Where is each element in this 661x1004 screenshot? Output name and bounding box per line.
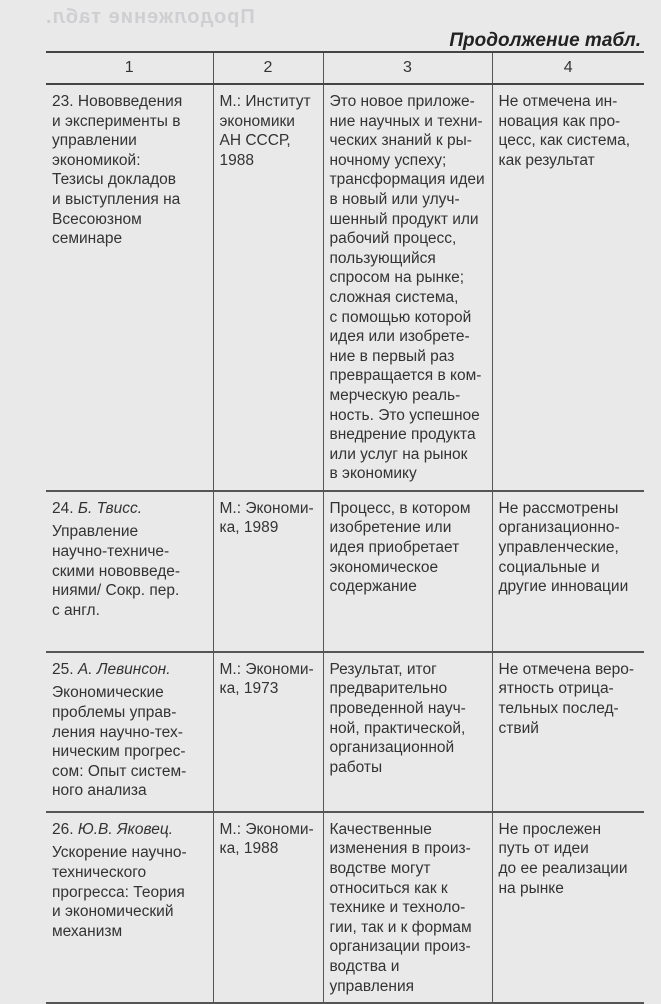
table-continuation-title: Продолжение табл.: [449, 30, 641, 51]
bleed-through-text: Продолжение табл.: [45, 6, 255, 28]
definition-cell: Процесс, в котором изобретение или идея приобретает экономическое содержание: [323, 491, 492, 652]
source-cell: [46, 652, 213, 812]
header-row: [46, 52, 644, 84]
publisher-cell: М.: Экономи- ка, 1989: [213, 491, 323, 652]
column-header-2: 2: [213, 52, 323, 84]
work-title: Ускорение научно- технического прогресса: Теория и экономический механизм: [52, 844, 187, 940]
work-title: Экономические проблемы управ- ления научно-тех- ническим прогрес- сом: Опыт систем- ного анализа: [52, 684, 187, 800]
source-cell: [46, 84, 213, 491]
entry-number: 25.: [52, 660, 74, 678]
column-header-1: 1: [46, 52, 213, 84]
entry-number: 24.: [52, 499, 74, 517]
author-name: Б. Твисс.: [77, 499, 143, 517]
remark-cell: Не прослежен путь от идеи до ее реализации на рынке: [492, 812, 644, 1003]
publisher-cell: М.: Экономи- ка, 1988: [213, 812, 323, 1003]
table-row: [46, 812, 644, 1003]
source-cell: [46, 812, 213, 1003]
column-header-3: 3: [323, 52, 492, 84]
publisher-cell: М.: Экономи- ка, 1973: [213, 652, 323, 812]
author-name: Ю.В. Яковец.: [77, 820, 174, 838]
entry-number: 23.: [52, 93, 74, 110]
column-header-4: 4: [492, 52, 644, 84]
entry-number: 26.: [52, 820, 74, 838]
definition-cell: Качественные изменения в произ- водстве могут относиться как к технике и техноло- гии, так и к формам организации произ- водства и управления: [323, 812, 492, 1003]
author-name: А. Левинсон.: [77, 660, 171, 678]
source-cell: [46, 491, 213, 652]
innovation-definitions-table: [46, 51, 644, 1004]
remark-cell: Не рассмотрены организационно- управленческие, социальные и другие инновации: [492, 491, 644, 652]
table-row: [46, 84, 644, 491]
table-row: [46, 652, 644, 812]
remark-cell: Не отмечена веро- ятность отрица- тельных послед- ствий: [492, 652, 644, 812]
work-title: Нововведения и эксперименты в управлении экономикой: Тезисы докладов и выступления на Всесоюзном семинаре: [52, 93, 183, 248]
publisher-cell: М.: Институт экономики АН СССР, 1988: [213, 84, 323, 491]
table-row: [46, 491, 644, 652]
work-title: Управление научно-техниче- скими нововведе- ниями/ Сокр. пер. с англ.: [52, 523, 181, 619]
definition-cell: Это новое приложе- ние научных и техни- ческих знаний к ры- ночному успеху; трансформация идеи в новый или улуч- шенный продукт или рабочий процесс, пользующийся спросом на рынке; сложная система, с помощью которой идея или изобрете- ние в первый раз превращается в ком- мерческую реаль- ность. Это успешное внедрение продукта или услуг на рынок в экономику: [323, 84, 492, 491]
definition-cell: Результат, итог предварительно проведенной науч- ной, практической, организационной работы: [323, 652, 492, 812]
remark-cell: Не отмечена ин- новация как про- цесс, как система, как результат: [492, 84, 644, 491]
